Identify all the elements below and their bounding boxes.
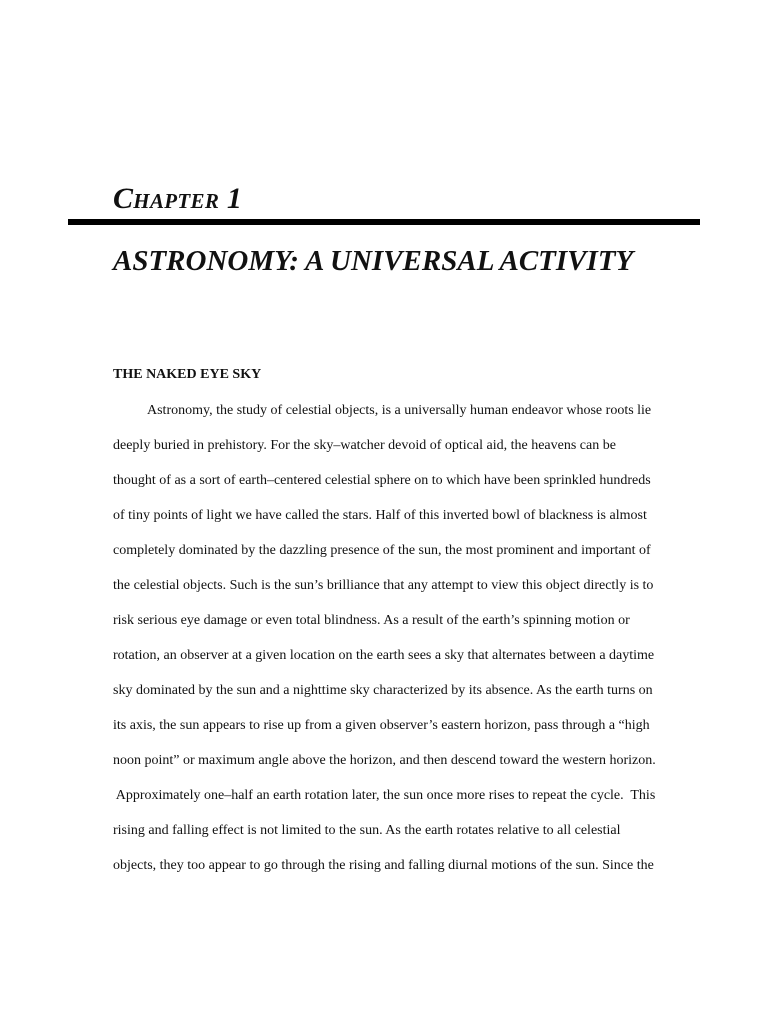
paragraph-line: completely dominated by the dazzling presence of the sun, the most prominent and important of [113,543,651,558]
paragraph-line: Approximately one–half an earth rotation later, the sun once more rises to repeat the cycle. This [113,788,656,803]
paragraph-line: risk serious eye damage or even total blindness. As a result of the earth’s spinning motion or [113,613,630,628]
paragraph-line: thought of as a sort of earth–centered celestial sphere on to which have been sprinkled hundreds [113,473,651,488]
paragraph-line: the celestial objects. Such is the sun’s brilliance that any attempt to view this object directly is to [113,578,654,593]
paragraph-line: rising and falling effect is not limited to the sun. As the earth rotates relative to all celestial [113,823,621,838]
paragraph-line: its axis, the sun appears to rise up from a given observer’s eastern horizon, pass through a “high [113,718,650,733]
paragraph-line: objects, they too appear to go through the rising and falling diurnal motions of the sun. Since the [113,858,654,873]
paragraph-line: noon point” or maximum angle above the horizon, and then descend toward the western horizon. [113,753,656,768]
chapter-title: ASTRONOMY: A UNIVERSAL ACTIVITY [113,245,634,277]
paragraph-line: rotation, an observer at a given location on the earth sees a sky that alternates between a daytime [113,648,655,663]
section-heading: THE NAKED EYE SKY [113,367,262,382]
chapter-divider-rule [68,219,700,225]
paragraph-line: sky dominated by the sun and a nighttime sky characterized by its absence. As the earth turns on [113,683,653,698]
chapter-heading: Chapter 1 [113,182,243,215]
paragraph-line: of tiny points of light we have called the stars. Half of this inverted bowl of blackness is almost [113,508,647,523]
paragraph-line: Astronomy, the study of celestial objects, is a universally human endeavor whose roots lie [147,403,652,418]
body-paragraph [113,401,703,891]
paragraph-line: deeply buried in prehistory. For the sky–watcher devoid of optical aid, the heavens can be [113,438,616,453]
